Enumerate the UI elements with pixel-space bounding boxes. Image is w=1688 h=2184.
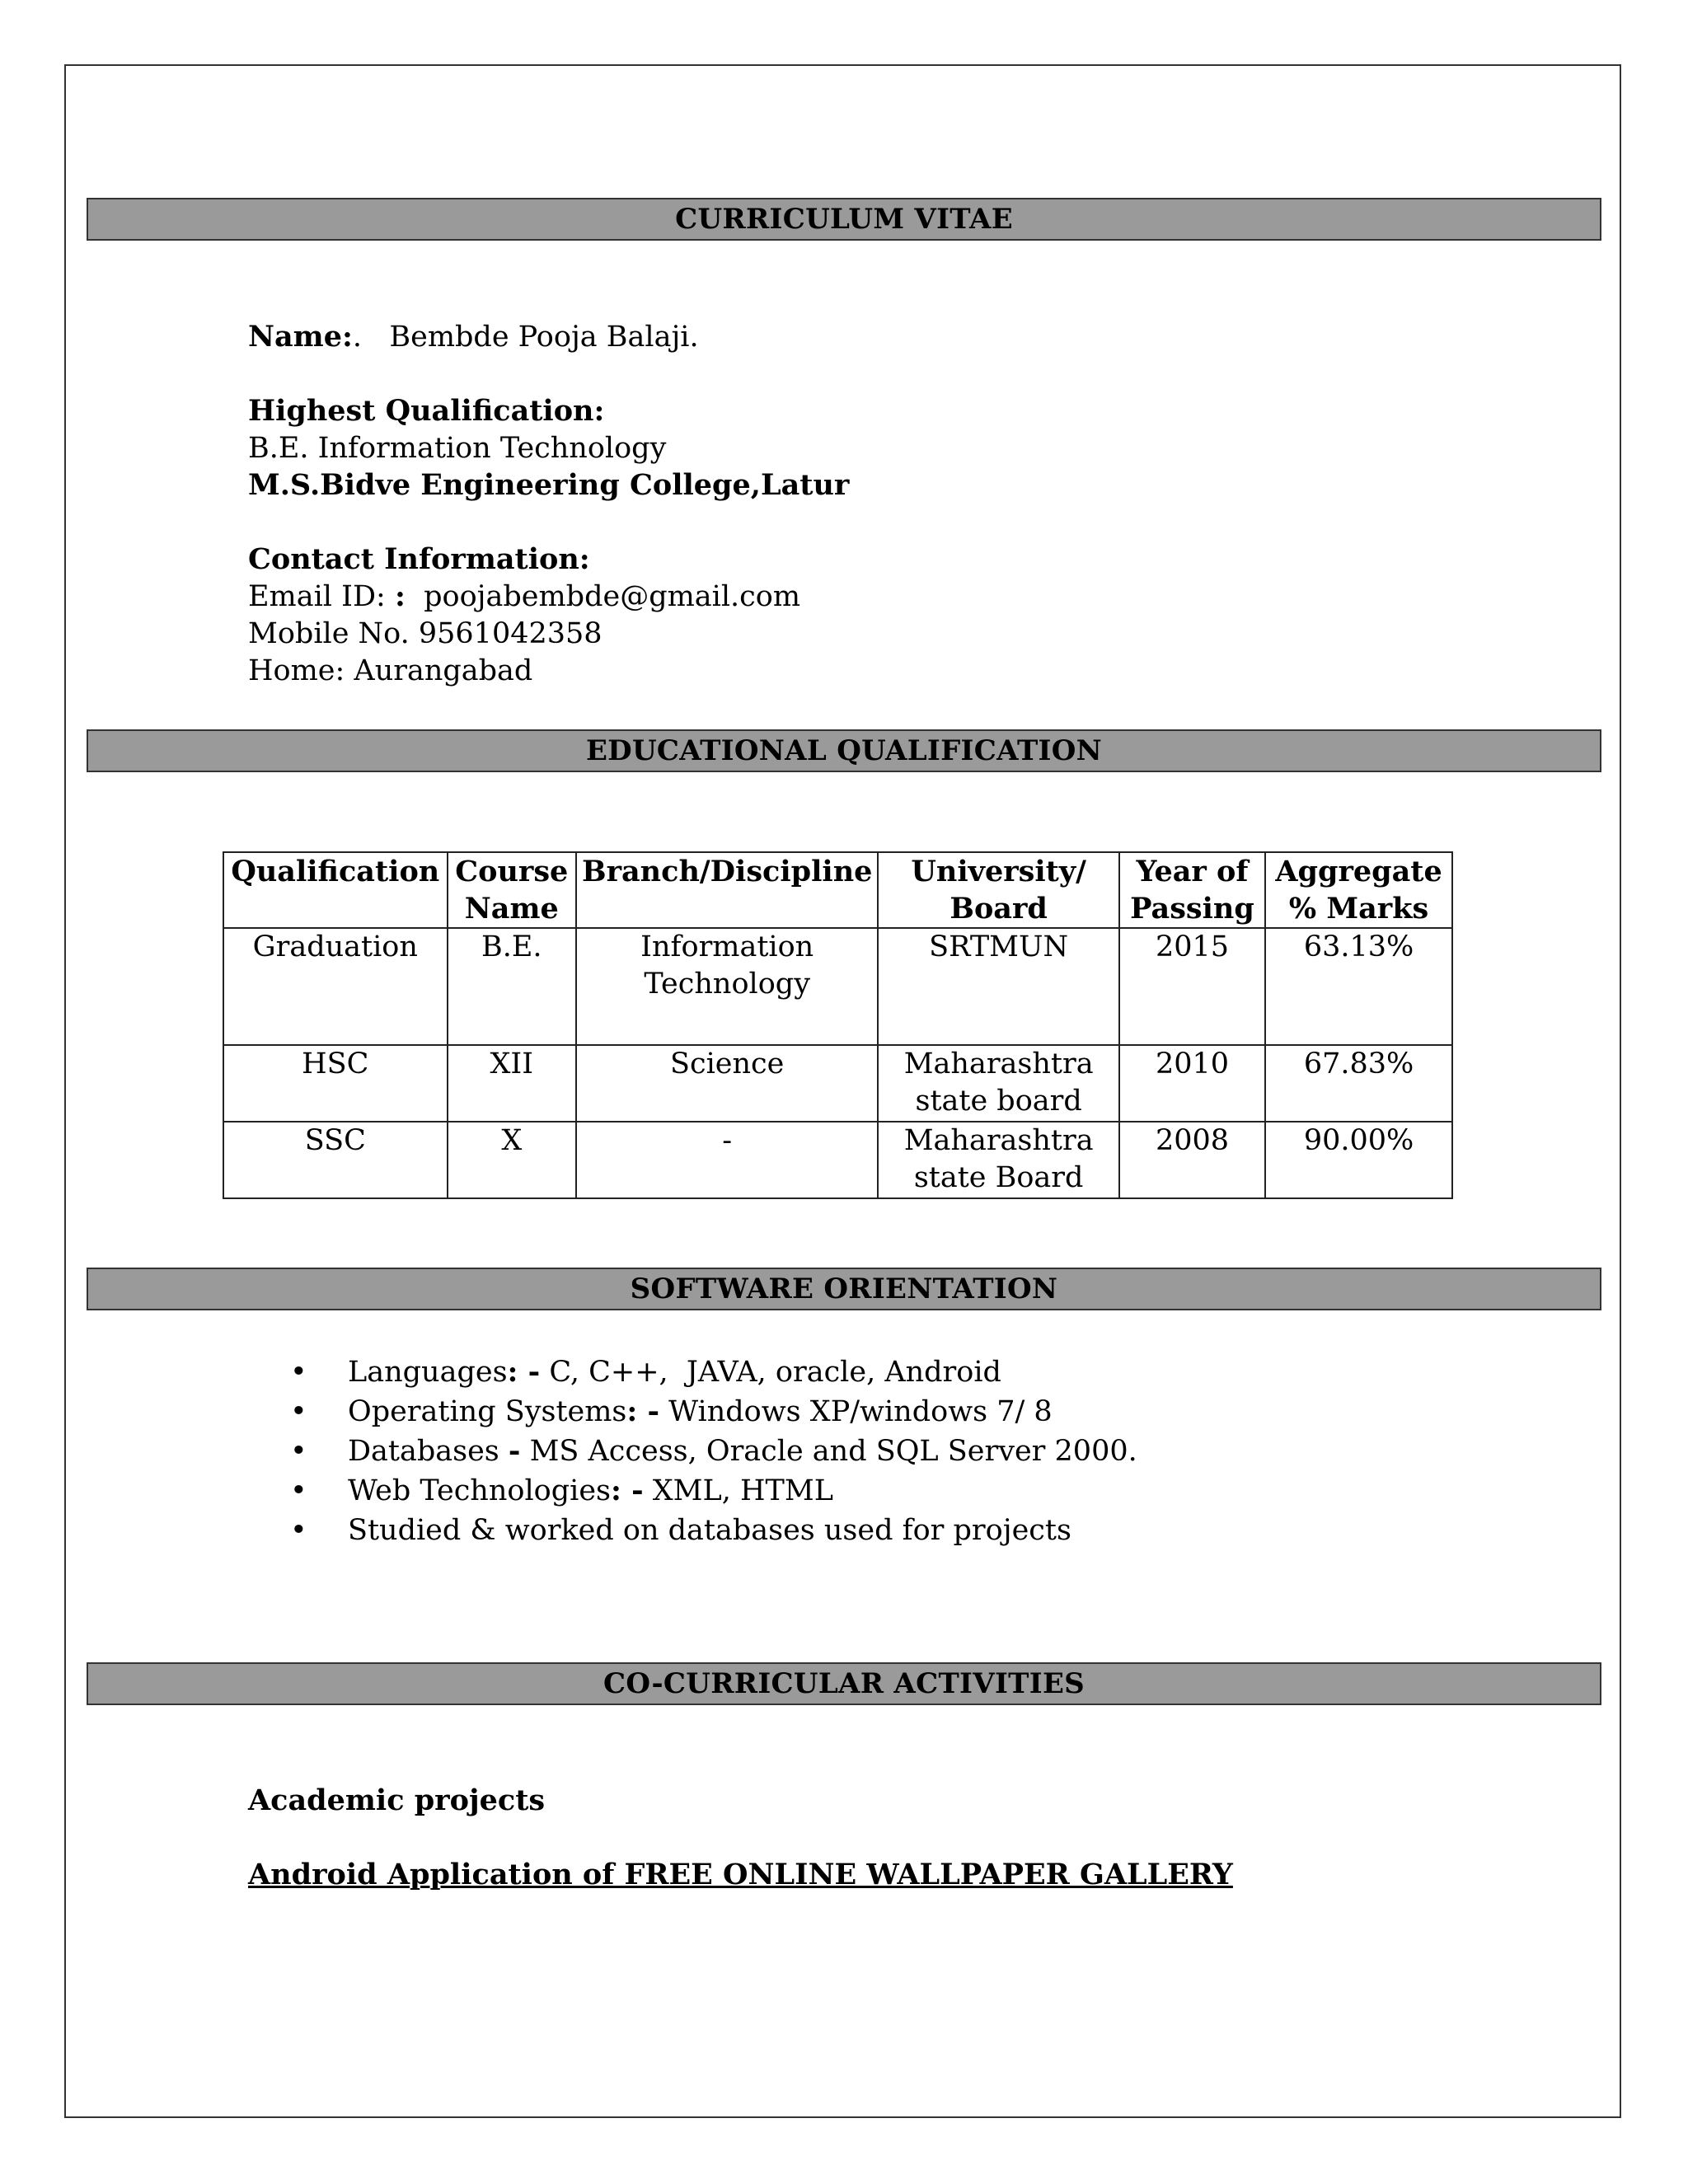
table-cell: 2015 [1119,928,1265,1045]
table-cell: XII [448,1045,576,1122]
table-cell: Maharashtra state Board [878,1122,1118,1198]
list-item: • Web Technologies: - XML, HTML [297,1471,1137,1511]
bullet-icon: • [290,1395,307,1428]
table-cell: SSC [223,1122,448,1198]
list-item: • Studied & worked on databases used for projects [297,1511,1137,1550]
header-educational-qualification: EDUCATIONAL QUALIFICATION [87,729,1601,772]
list-item: • Languages: - C, C++, JAVA, oracle, Android [297,1352,1137,1392]
table-cell: X [448,1122,576,1198]
name-line [248,318,699,356]
education-table [223,851,1453,1199]
th-year-of-passing: Year of Passing [1119,852,1265,928]
table-cell: Information Technology [576,928,878,1045]
bullet-icon: • [290,1435,307,1468]
name-label: Name: [248,320,353,354]
table-cell: HSC [223,1045,448,1122]
mobile-line: Mobile No. 9561042358 [248,617,603,650]
table-cell: 2010 [1119,1045,1265,1122]
th-university-board: University/ Board [878,852,1118,928]
table-cell: 63.13% [1265,928,1452,1045]
header-software-orientation: SOFTWARE ORIENTATION [87,1268,1601,1310]
highest-qualification-label: Highest Qualification: [248,394,605,428]
contact-information-label: Contact Information: [248,542,590,576]
table-row [223,928,1452,1045]
email-colon: : [394,579,406,613]
bullet-icon: • [290,1356,307,1389]
table-cell: 67.83% [1265,1045,1452,1122]
table-cell: Science [576,1045,878,1122]
bullet-icon: • [290,1514,307,1547]
home-line: Home: Aurangabad [248,654,533,687]
software-list [290,1352,1137,1550]
th-qualification: Qualification [223,852,448,928]
list-item: • Databases - MS Access, Oracle and SQL Server 2000. [297,1432,1137,1471]
header-co-curricular-activities: CO-CURRICULAR ACTIVITIES [87,1662,1601,1705]
table-cell: - [576,1122,878,1198]
academic-projects-label: Academic projects [248,1783,546,1817]
email-line [248,578,800,616]
list-item: • Operating Systems: - Windows XP/windows 7/ 8 [297,1392,1137,1432]
th-course-name: Course Name [448,852,576,928]
table-cell: Maharashtra state board [878,1045,1118,1122]
table-header-row [223,852,1452,928]
th-aggregate-marks: Aggregate % Marks [1265,852,1452,928]
email-label: Email ID: [248,580,395,613]
table-cell: B.E. [448,928,576,1045]
email-value: poojabembde@gmail.com [405,580,801,613]
bullet-icon: • [290,1474,307,1507]
th-branch-discipline: Branch/Discipline [576,852,878,928]
header-curriculum-vitae: CURRICULUM VITAE [87,198,1601,241]
table-row [223,1045,1452,1122]
project-title: Android Application of FREE ONLINE WALLPAPER GALLERY [248,1858,1233,1891]
qualification-degree: B.E. Information Technology [248,432,667,465]
table-row [223,1122,1452,1198]
table-cell: SRTMUN [878,928,1118,1045]
qualification-college: M.S.Bidve Engineering College,Latur [248,468,850,502]
name-value: . Bembde Pooja Balaji. [352,321,699,354]
table-cell: 90.00% [1265,1122,1452,1198]
table-cell: 2008 [1119,1122,1265,1198]
table-cell: Graduation [223,928,448,1045]
